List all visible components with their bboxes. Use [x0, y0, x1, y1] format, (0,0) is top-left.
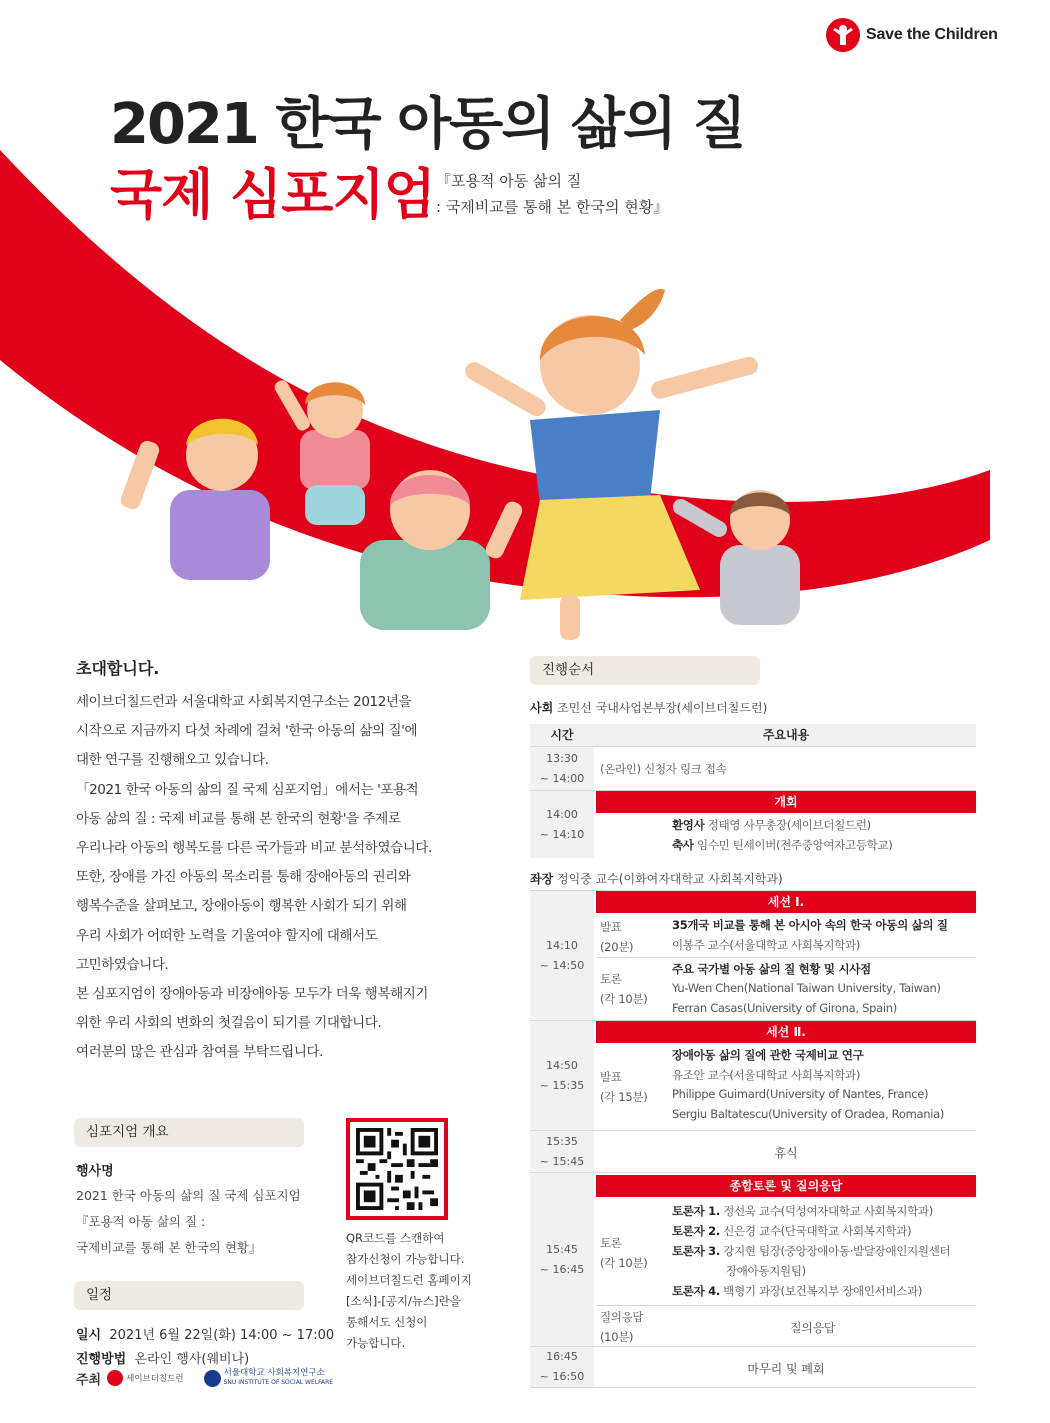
event-name-line: 2021 한국 아동의 삶의 질 국제 심포지엄 — [76, 1188, 301, 1203]
divider — [596, 957, 976, 958]
table-row-break — [530, 1130, 976, 1172]
invite-line: 아동 삶의 질 : 국제 비교를 통해 본 한국의 현황'을 주제로 — [76, 810, 401, 827]
method-label: 진행방법 — [76, 1352, 127, 1367]
welcome-speaker: 환영사 정태영 사무총장(세이브더칠드런) — [672, 818, 871, 832]
qa-text: 질의응답 — [790, 1321, 836, 1335]
panelist-1: 토론자 1. 정선욱 교수(덕성여자대학교 사회복지학과) — [672, 1204, 933, 1218]
break-text: 휴식 — [774, 1146, 798, 1160]
method-row — [76, 1348, 249, 1367]
invite-line: 우리나라 아동의 행복도를 다른 국가들과 비교 분석하였습니다. — [76, 839, 432, 856]
moderator-chair-label: 좌장 — [530, 872, 554, 886]
invite-line: 본 심포지엄이 장애아동과 비장애아동 모두가 더욱 행복해지기 — [76, 985, 429, 1002]
qr-text-line: 통해서도 신청이 — [346, 1315, 428, 1329]
date-value: 2021년 6월 22일(화) 14:00 ~ 17:00 — [109, 1328, 335, 1343]
talk-speaker: Sergiu Baltatescu(University of Oradea, Romania) — [672, 1107, 945, 1121]
time-cell: 16:45 ~ 16:50 — [530, 1347, 594, 1387]
hero-banner — [0, 0, 1050, 640]
talk-speaker: 유조안 교수(서울대학교 사회복지학과) — [672, 1068, 861, 1082]
moderator-mc-name: 조민선 국내사업본부장(세이브더칠드런) — [557, 701, 768, 715]
logo-text: Save the Children — [866, 26, 998, 43]
invite-line: 또한, 장애를 가진 아동의 목소리를 통해 장애아동의 권리와 — [76, 869, 411, 886]
moderator-mc-label: 사회 — [530, 701, 554, 715]
invite-line: 여러분의 많은 관심과 참여를 부탁드립니다. — [76, 1044, 323, 1061]
table-row — [530, 746, 976, 790]
table-header — [530, 724, 976, 746]
invite-line: 대한 연구를 진행해오고 있습니다. — [76, 752, 269, 769]
invite-line: 세이브더칠드런과 서울대학교 사회복지연구소는 2012년을 — [76, 694, 412, 710]
qr-text-line: 참가신청이 가능합니다. — [346, 1252, 465, 1266]
method-value: 온라인 행사(웨비나) — [134, 1352, 250, 1367]
panelist-2: 토론자 2. 신은경 교수(단국대학교 사회복지학과) — [672, 1224, 912, 1238]
closing-text: 마무리 및 폐회 — [747, 1362, 825, 1376]
subtitle-line: 『포용적 아동 삶의 질 — [436, 172, 582, 190]
schedule-table-sessions — [530, 890, 976, 1395]
page-subtitle — [436, 168, 668, 220]
table-row-closing — [530, 1346, 976, 1388]
panelist-3-cont: 장애아동지원팀) — [726, 1264, 806, 1278]
discussion-type: 토론 (각 10분) — [600, 972, 648, 1006]
section-bar-session-2: 세션 Ⅱ. — [596, 1021, 976, 1043]
date-label: 일시 — [76, 1328, 102, 1343]
qr-text-line: 세이브더칠드런 홈페이지 — [346, 1273, 472, 1287]
time-cell: 14:10 ~ 14:50 — [530, 891, 594, 1020]
time-cell: 15:45 ~ 16:45 — [530, 1173, 594, 1346]
congrats-speaker: 축사 임수민 틴세이버(전주중앙여자고등학교) — [672, 838, 893, 852]
host-row — [76, 1368, 333, 1388]
panelist-4: 토론자 4. 백형기 과장(보건복지부 장애인서비스과) — [672, 1284, 923, 1298]
row-content: (온라인) 신청자 링크 접속 — [600, 762, 727, 776]
moderator-chair — [530, 870, 783, 887]
panelist-3: 토론자 3. 강지현 팀장(중앙장애아동·발달장애인지원센터 — [672, 1244, 951, 1258]
host-label: 주최 — [76, 1372, 102, 1388]
qr-text-line: QR코드를 스캔하여 — [346, 1231, 445, 1245]
time-cell: 15:35 ~ 15:45 — [530, 1131, 594, 1172]
invite-line: 「2021 한국 아동의 삶의 질 국제 심포지엄」에서는 '포용적 — [76, 781, 419, 798]
discussion-title: 주요 국가별 아동 삶의 질 현황 및 시사점 — [672, 962, 871, 976]
section-bar-panel: 종합토론 및 질의응답 — [596, 1175, 976, 1197]
event-name-label: 행사명 — [76, 1164, 114, 1179]
schedule-label: 일정 — [74, 1281, 304, 1310]
qr-text-line: 가능합니다. — [346, 1336, 406, 1350]
discussion-speaker: Ferran Casas(University of Girona, Spain) — [672, 1001, 897, 1015]
stc-icon — [107, 1370, 123, 1386]
time-cell: 14:00 ~ 14:10 — [530, 791, 594, 858]
registration-qr-code[interactable] — [346, 1118, 448, 1220]
invite-line: 고민하였습니다. — [76, 956, 169, 973]
subtitle-line: : 국제비교를 통해 본 한국의 현황』 — [436, 198, 669, 216]
schedule-table-opening — [530, 724, 976, 858]
moderator-mc — [530, 699, 767, 716]
invite-line: 시작으로 지금까지 다섯 차례에 걸쳐 '한국 아동의 삶의 질'에 — [76, 723, 418, 740]
invite-line: 행복수준을 살펴보고, 장애아동이 행복한 사회가 되기 위해 — [76, 898, 407, 915]
event-name-line: 『포용적 아동 삶의 질 : — [76, 1214, 206, 1229]
qr-text-line: [소식]-[공지/뉴스]란을 — [346, 1294, 461, 1308]
page-title: 2021 한국 아동의 삶의 질 — [110, 92, 745, 157]
section-bar-session-1: 세션 Ⅰ. — [596, 891, 976, 913]
host2-name-en: SNU INSTITUTE OF SOCIAL WELFARE — [223, 1379, 334, 1386]
invite-line: 위한 우리 사회의 변화의 첫걸음이 되기를 기대합니다. — [76, 1015, 382, 1032]
page-title-accent: 국제 심포지엄 — [110, 163, 435, 226]
invite-paragraph — [76, 688, 496, 1067]
talk-title: 장애아동 삶의 질에 관한 국제비교 연구 — [672, 1048, 864, 1062]
table-row-panel — [530, 1172, 976, 1346]
invite-heading: 초대합니다. — [76, 659, 160, 678]
time-cell: 14:50 ~ 15:35 — [530, 1021, 594, 1130]
qr-instructions — [346, 1228, 472, 1354]
qr-code-icon — [356, 1128, 438, 1210]
moderator-chair-name: 정익중 교수(이화여자대학교 사회복지학과) — [557, 872, 783, 886]
col-content-header: 주요내용 — [762, 728, 810, 742]
divider — [596, 1305, 976, 1306]
presentation-type: 발표 (각 15분) — [600, 1070, 648, 1104]
host2-name: 서울대학교 사회복지연구소 — [223, 1368, 325, 1378]
discussion-speaker: Yu-Wen Chen(National Taiwan University, Taiwan) — [672, 981, 941, 995]
presentation-type: 발표 (20분) — [600, 920, 634, 954]
invite-line: 우리 사회가 어떠한 노력을 기울여야 할지에 대해서도 — [76, 927, 378, 944]
table-row-session-1 — [530, 890, 976, 1020]
table-row — [530, 790, 976, 858]
save-the-children-logo — [826, 18, 998, 52]
snu-emblem-icon — [204, 1370, 221, 1387]
discussion-type: 토론 (각 10분) — [600, 1236, 648, 1270]
time-cell: 13:30 ~ 14:00 — [530, 747, 594, 790]
host-snu-logo — [204, 1368, 333, 1388]
talk-speaker: 이봉주 교수(서울대학교 사회복지학과) — [672, 938, 861, 952]
col-time-header: 시간 — [550, 728, 574, 742]
event-name-line: 국제비교를 통해 본 한국의 현황』 — [76, 1240, 262, 1255]
program-label: 진행순서 — [530, 656, 760, 685]
section-bar-opening: 개회 — [596, 791, 976, 813]
logo-figure-icon — [826, 18, 860, 52]
qa-type: 질의응답 (10분) — [600, 1310, 644, 1344]
talk-speaker: Philippe Guimard(University of Nantes, France) — [672, 1087, 929, 1101]
overview-label: 심포지엄 개요 — [74, 1118, 304, 1147]
table-row-session-2 — [530, 1020, 976, 1130]
host1-name: 세이브더칠드런 — [126, 1374, 184, 1384]
host-savethechildren-logo — [107, 1370, 183, 1386]
date-row — [76, 1324, 334, 1343]
talk-title: 35개국 비교를 통해 본 아시아 속의 한국 아동의 삶의 질 — [672, 918, 948, 932]
